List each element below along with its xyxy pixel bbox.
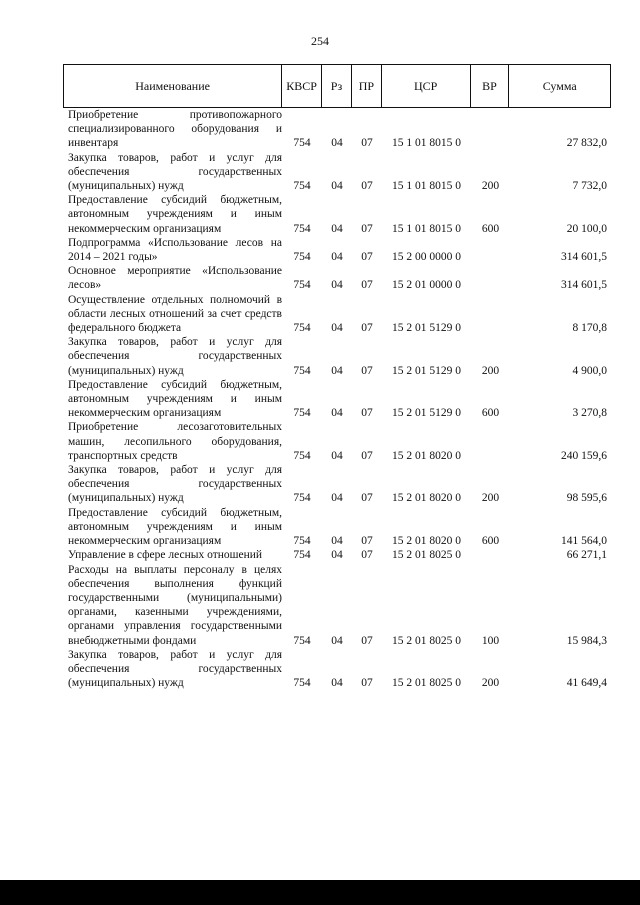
- row-kvsr: 754: [293, 549, 311, 562]
- row-pr: 07: [361, 492, 373, 505]
- row-rz: 04: [331, 279, 343, 292]
- row-rz: 04: [331, 634, 343, 647]
- row-kvsr: 754: [293, 222, 311, 235]
- row-name: Приобретение противопожарного специализированного оборудования и инвентаря: [68, 109, 282, 150]
- row-rz: 04: [331, 222, 343, 235]
- row-kvsr: 754: [293, 492, 311, 505]
- row-rz: 04: [331, 251, 343, 264]
- row-pr: 07: [361, 364, 373, 377]
- row-name: Осуществление отдельных полномочий в области лесных отношений за счет средств федерального бюджета: [68, 293, 282, 335]
- row-pr: 07: [361, 634, 373, 647]
- table-row: [63, 264, 611, 292]
- row-pr: 07: [361, 322, 373, 335]
- row-csr: 15 2 00 0000 0: [392, 251, 461, 264]
- row-sum: 98 595,6: [566, 492, 607, 505]
- row-sum: 4 900,0: [572, 364, 607, 377]
- row-csr: 15 2 01 8020 0: [392, 492, 461, 505]
- table-row: [63, 108, 611, 151]
- header-rz: Рз: [322, 65, 352, 107]
- row-csr: 15 1 01 8015 0: [392, 137, 461, 150]
- table-row: [63, 151, 611, 194]
- row-kvsr: 754: [293, 364, 311, 377]
- table-row: [63, 193, 611, 236]
- row-csr: 15 2 01 8020 0: [392, 535, 461, 548]
- row-vr: 200: [481, 492, 500, 505]
- row-rz: 04: [331, 492, 343, 505]
- row-rz: 04: [331, 322, 343, 335]
- row-name: Основное мероприятие «Использование лесов»: [68, 265, 282, 292]
- row-csr: 15 2 01 5129 0: [392, 407, 461, 420]
- row-rz: 04: [331, 449, 343, 462]
- table-row: [63, 548, 611, 562]
- row-rz: 04: [331, 549, 343, 562]
- row-name: Закупка товаров, работ и услуг для обеспечения государственных (муниципальных) нужд: [68, 336, 282, 377]
- row-sum: 314 601,5: [561, 279, 607, 292]
- row-pr: 07: [361, 549, 373, 562]
- row-vr: 600: [481, 407, 500, 420]
- row-name: Предоставление субсидий бюджетным, автономным учреждениям и иным некоммерческим организациям: [68, 506, 282, 548]
- row-pr: 07: [361, 677, 373, 690]
- row-csr: 15 2 01 8025 0: [392, 549, 461, 562]
- row-name: Предоставление субсидий бюджетным, автономным учреждениям и иным некоммерческим организациям: [68, 194, 282, 235]
- table-header: [63, 64, 611, 108]
- row-rz: 04: [331, 677, 343, 690]
- table-row: [63, 378, 611, 421]
- row-sum: 15 984,3: [566, 634, 607, 647]
- row-csr: 15 2 01 5129 0: [392, 322, 461, 335]
- row-pr: 07: [361, 137, 373, 150]
- row-sum: 41 649,4: [566, 677, 607, 690]
- row-sum: 240 159,6: [561, 449, 607, 462]
- row-name: Закупка товаров, работ и услуг для обеспечения государственных (муниципальных) нужд: [68, 151, 282, 193]
- table-row: [63, 563, 611, 648]
- row-sum: 20 100,0: [566, 222, 607, 235]
- row-csr: 15 2 01 8025 0: [392, 634, 461, 647]
- row-kvsr: 754: [293, 634, 311, 647]
- row-rz: 04: [331, 137, 343, 150]
- row-vr: 200: [481, 180, 500, 193]
- table-row: [63, 236, 611, 264]
- row-name: Приобретение лесозаготовительных машин, лесопильного оборудования, транспортных средств: [68, 421, 282, 462]
- row-name: Подпрограмма «Использование лесов на 2014 – 2021 годы»: [68, 236, 282, 264]
- row-pr: 07: [361, 407, 373, 420]
- row-vr: 600: [481, 535, 500, 548]
- row-name: Закупка товаров, работ и услуг для обеспечения государственных (муниципальных) нужд: [68, 464, 282, 505]
- row-rz: 04: [331, 535, 343, 548]
- row-kvsr: 754: [293, 279, 311, 292]
- header-sum: Сумма: [542, 78, 577, 93]
- row-vr: 100: [481, 634, 500, 647]
- row-vr: 600: [481, 222, 500, 235]
- row-pr: 07: [361, 279, 373, 292]
- row-sum: 8 170,8: [572, 322, 607, 335]
- row-pr: 07: [361, 535, 373, 548]
- row-rz: 04: [331, 407, 343, 420]
- row-pr: 07: [361, 222, 373, 235]
- header-pr: ПР: [352, 65, 382, 107]
- row-sum: 7 732,0: [572, 180, 607, 193]
- row-name: Предоставление субсидий бюджетным, автономным учреждениям и иным некоммерческим организациям: [68, 378, 282, 420]
- row-kvsr: 754: [293, 677, 311, 690]
- row-rz: 04: [331, 180, 343, 193]
- row-csr: 15 2 01 0000 0: [392, 279, 461, 292]
- row-sum: 27 832,0: [566, 137, 607, 150]
- row-kvsr: 754: [293, 137, 311, 150]
- row-sum: 314 601,5: [561, 251, 607, 264]
- table-row: [63, 335, 611, 378]
- row-kvsr: 754: [293, 407, 311, 420]
- table-row: [63, 463, 611, 506]
- table-row: [63, 293, 611, 336]
- row-sum: 141 564,0: [561, 535, 607, 548]
- page-number: 254: [311, 34, 329, 48]
- row-pr: 07: [361, 251, 373, 264]
- row-name: Закупка товаров, работ и услуг для обеспечения государственных (муниципальных) нужд: [68, 648, 282, 690]
- row-csr: 15 1 01 8015 0: [392, 180, 461, 193]
- row-name: Расходы на выплаты персоналу в целях обеспечения выполнения функций государственными (муниципальными) органами, казенными учреждениями, органами управления государственными внебюджетными фондами: [68, 563, 282, 647]
- row-kvsr: 754: [293, 535, 311, 548]
- table-row: [63, 420, 611, 463]
- row-csr: 15 1 01 8015 0: [392, 222, 461, 235]
- row-kvsr: 754: [293, 322, 311, 335]
- row-vr: 200: [481, 364, 500, 377]
- row-name: Управление в сфере лесных отношений: [68, 549, 263, 562]
- table-body: [63, 108, 611, 690]
- row-csr: 15 2 01 8025 0: [392, 677, 461, 690]
- row-pr: 07: [361, 180, 373, 193]
- row-vr: 200: [481, 677, 500, 690]
- row-csr: 15 2 01 8020 0: [392, 449, 461, 462]
- row-csr: 15 2 01 5129 0: [392, 364, 461, 377]
- header-vr: ВР: [471, 65, 510, 107]
- scan-border: [0, 880, 640, 905]
- row-rz: 04: [331, 364, 343, 377]
- row-sum: 3 270,8: [572, 407, 607, 420]
- table-row: [63, 506, 611, 549]
- row-kvsr: 754: [293, 449, 311, 462]
- table-row: [63, 648, 611, 691]
- row-pr: 07: [361, 449, 373, 462]
- header-kvsr: КВСР: [282, 65, 322, 107]
- header-name: Наименование: [64, 65, 282, 107]
- row-kvsr: 754: [293, 180, 311, 193]
- row-sum: 66 271,1: [566, 549, 607, 562]
- header-csr: ЦСР: [382, 65, 471, 107]
- row-kvsr: 754: [293, 251, 311, 264]
